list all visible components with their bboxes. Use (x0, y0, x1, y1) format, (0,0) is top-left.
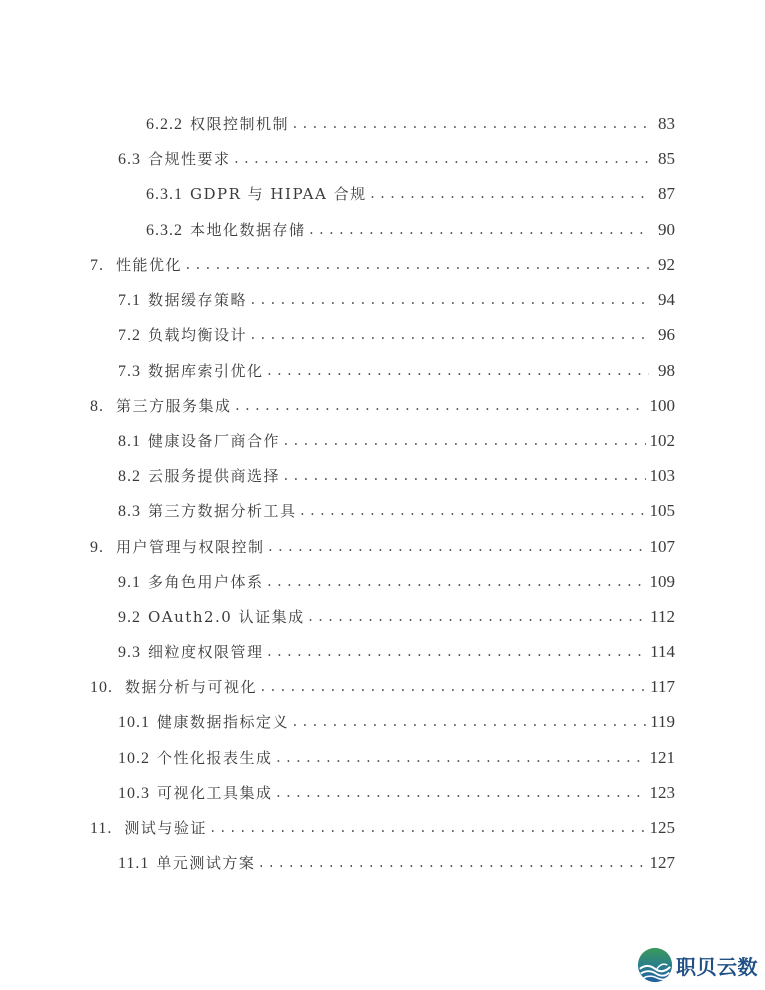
toc-entry-number: 8.3 (118, 503, 141, 520)
toc-entry-page: 121 (649, 748, 675, 767)
toc-entry-title: 测试与验证 (124, 819, 207, 837)
toc-entry-page: 109 (649, 572, 675, 591)
dot-leader (266, 641, 647, 665)
toc-entry-title: 第三方数据分析工具 (148, 502, 297, 520)
toc-entry[interactable] (146, 218, 675, 242)
toc-entry[interactable] (146, 112, 675, 136)
toc-entry-page: 105 (649, 501, 675, 520)
toc-entry-title: 细粒度权限管理 (148, 643, 264, 661)
toc-entry-number: 9.2 (118, 609, 141, 626)
dot-leader (282, 465, 645, 489)
toc-entry-number: 6.2.2 (146, 116, 183, 133)
toc-entry-page: 90 (658, 220, 675, 239)
toc-entry-page: 107 (649, 537, 675, 556)
toc-entry-title: 个性化报表生成 (157, 749, 273, 767)
toc-entry-number: 10.1 (118, 714, 150, 731)
toc-entry-page: 119 (650, 712, 675, 731)
watermark-text: 职贝云数 (676, 954, 758, 979)
dot-leader (308, 219, 649, 243)
toc-entry[interactable] (118, 288, 675, 312)
toc-entry-page: 92 (658, 255, 675, 274)
toc-entry[interactable] (118, 464, 675, 488)
toc-entry-title: 数据分析与可视化 (125, 678, 258, 696)
wave-globe-logo-icon (636, 946, 674, 984)
toc-entry-title: 可视化工具集成 (157, 784, 273, 802)
toc-entry-page: 102 (649, 431, 675, 450)
toc-entry-number: 7. (90, 257, 104, 274)
toc-entry-title: 权限控制机制 (190, 115, 290, 133)
toc-entry-page: 123 (649, 783, 675, 802)
dot-leader (275, 782, 646, 806)
toc-entry[interactable] (118, 570, 675, 594)
toc-entry-number: 7.2 (118, 327, 141, 344)
toc-entry-title: 负载均衡设计 (148, 326, 248, 344)
toc-entry-number: 8.2 (118, 468, 141, 485)
dot-leader (369, 183, 649, 207)
toc-entry-number: 10.3 (118, 785, 150, 802)
toc-entry-number: 7.3 (118, 363, 141, 380)
toc-entry-title: 数据缓存策略 (148, 291, 248, 309)
toc-entry[interactable] (90, 816, 675, 840)
toc-entry-number: 9.1 (118, 574, 141, 591)
toc-entry-number: 6.3.1 (146, 186, 183, 203)
toc-entry-number: 10. (90, 679, 113, 696)
toc-entry-title: 云服务提供商选择 (148, 467, 281, 485)
dot-leader (266, 571, 646, 595)
toc-entry[interactable] (90, 394, 675, 418)
dot-leader (282, 430, 645, 454)
toc-entry[interactable] (118, 851, 675, 875)
watermark-logo (636, 946, 758, 984)
toc-entry-title: 性能优化 (116, 256, 183, 274)
toc-entry-page: 96 (658, 325, 675, 344)
toc-entry[interactable] (146, 182, 675, 206)
toc-entry[interactable] (118, 429, 675, 453)
toc-entry-title: 单元测试方案 (156, 854, 256, 872)
toc-entry-title: 用户管理与权限控制 (116, 538, 265, 556)
toc-entry-title: 本地化数据存储 (190, 221, 306, 239)
toc-entry-page: 127 (649, 853, 675, 872)
dot-leader (257, 852, 645, 876)
dot-leader (184, 254, 649, 278)
toc-entry-page: 83 (658, 114, 675, 133)
toc-entry-number: 6.3 (118, 151, 141, 168)
toc-entry-number: 9.3 (118, 644, 141, 661)
dot-leader (275, 747, 646, 771)
toc-entry[interactable] (118, 499, 675, 523)
toc-entry-page: 117 (650, 677, 675, 696)
dot-leader (259, 676, 646, 700)
toc-entry[interactable] (90, 253, 675, 277)
toc-entry[interactable] (90, 675, 675, 699)
toc-entry-number: 8. (90, 398, 104, 415)
toc-entry-page: 94 (658, 290, 675, 309)
toc-entry-title: GDPR 与 HIPAA 合规 (190, 185, 367, 203)
toc-entry[interactable] (118, 147, 675, 171)
toc-entry-title: 数据库索引优化 (148, 362, 264, 380)
dot-leader (267, 536, 646, 560)
dot-leader (233, 148, 649, 172)
toc-entry-title: 健康设备厂商合作 (148, 432, 281, 450)
toc-entry-number: 8.1 (118, 433, 141, 450)
toc-entry-title: 合规性要求 (148, 150, 231, 168)
toc-entry-title: 健康数据指标定义 (157, 713, 290, 731)
toc-entry[interactable] (118, 359, 675, 383)
toc-entry-number: 7.1 (118, 292, 141, 309)
dot-leader (249, 289, 649, 313)
toc-entry[interactable] (118, 323, 675, 347)
toc-entry-title: 多角色用户体系 (148, 573, 264, 591)
toc-entry[interactable] (118, 640, 675, 664)
dot-leader (266, 360, 649, 384)
dot-leader (291, 711, 646, 735)
toc-entry-page: 114 (650, 642, 675, 661)
toc-entry-page: 100 (649, 396, 675, 415)
toc-entry-number: 11.1 (118, 855, 150, 872)
toc-entry-page: 87 (658, 184, 675, 203)
toc-entry[interactable] (118, 746, 675, 770)
toc-entry[interactable] (118, 710, 675, 734)
toc-entry-page: 125 (649, 818, 675, 837)
toc-entry-number: 9. (90, 539, 104, 556)
toc-entry[interactable] (118, 781, 675, 805)
dot-leader (307, 606, 647, 630)
dot-leader (291, 113, 649, 137)
toc-entry-title: OAuth2.0 认证集成 (148, 608, 305, 626)
toc-entry[interactable] (90, 535, 675, 559)
dot-leader (209, 817, 646, 841)
toc-entry[interactable] (118, 605, 675, 629)
toc-entry-page: 112 (650, 607, 675, 626)
toc-entry-number: 11. (90, 820, 113, 837)
toc-entry-page: 98 (658, 361, 675, 380)
toc-entry-page: 85 (658, 149, 675, 168)
dot-leader (234, 395, 646, 419)
dot-leader (249, 324, 649, 348)
toc-entry-number: 6.3.2 (146, 222, 183, 239)
dot-leader (299, 500, 646, 524)
toc-entry-page: 103 (649, 466, 675, 485)
toc-entry-title: 第三方服务集成 (116, 397, 232, 415)
toc-entry-number: 10.2 (118, 750, 150, 767)
